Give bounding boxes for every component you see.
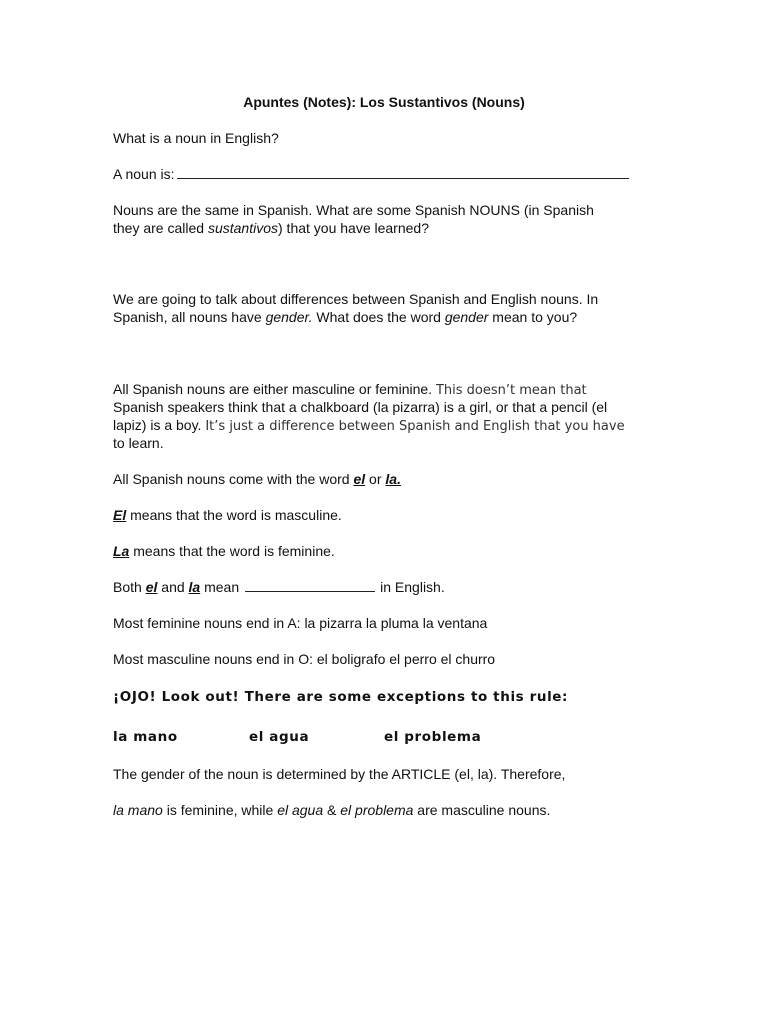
el-masculine-line bbox=[113, 506, 342, 524]
article-el: el bbox=[353, 471, 366, 487]
text-run: means that the word is masculine. bbox=[126, 507, 342, 523]
article-el: el bbox=[145, 579, 158, 595]
article-la: la. bbox=[385, 471, 401, 487]
both-mean-line bbox=[113, 578, 445, 596]
text-run: This doesn’t mean that bbox=[435, 383, 587, 398]
conclusion-line bbox=[113, 801, 550, 819]
all-nouns-line-3 bbox=[113, 416, 625, 436]
masculine-ending-line: Most masculine nouns end in O: el boligrafo el perro el churro bbox=[113, 651, 496, 667]
article-line bbox=[113, 470, 401, 488]
text-run: ) that you have learned? bbox=[278, 220, 429, 236]
text-run: What does the word bbox=[312, 309, 445, 325]
all-nouns-line-4: to learn. bbox=[113, 435, 164, 451]
exceptions-heading: ¡OJO! Look out! There are some exceptions to this rule: bbox=[113, 689, 569, 705]
example-term: el agua bbox=[277, 802, 324, 818]
all-nouns-line-1 bbox=[113, 380, 587, 400]
feminine-ending-line: Most feminine nouns end in A: la pizarra la pluma la ventana bbox=[113, 615, 488, 631]
gender-article-line: The gender of the noun is determined by the ARTICLE (el, la). Therefore, bbox=[113, 766, 566, 782]
nouns-same-line-1: Nouns are the same in Spanish. What are some Spanish NOUNS (in Spanish bbox=[113, 202, 594, 218]
text-run: Spanish, all nouns have bbox=[113, 309, 266, 325]
example-term: el problema bbox=[340, 802, 414, 818]
exception-item: el problema bbox=[384, 729, 482, 745]
text-run: and bbox=[157, 579, 189, 595]
text-run: in English. bbox=[380, 579, 445, 595]
text-run: lapiz) is a boy. bbox=[113, 417, 206, 433]
text-run: mean bbox=[200, 579, 240, 595]
text-run: means that the word is feminine. bbox=[129, 543, 335, 559]
text-run: It’s just a difference between Spanish and English that you have bbox=[205, 419, 625, 434]
exception-item: la mano bbox=[113, 729, 178, 745]
noun-definition-prompt bbox=[113, 165, 629, 183]
meaning-blank bbox=[245, 578, 375, 592]
text-run: Both bbox=[113, 579, 146, 595]
text-run: All Spanish nouns come with the word bbox=[113, 471, 354, 487]
la-feminine-line bbox=[113, 542, 335, 560]
text-run: mean to you? bbox=[488, 309, 578, 325]
gender-term: gender. bbox=[265, 309, 313, 325]
article-la: la bbox=[188, 579, 201, 595]
noun-definition-label: A noun is: bbox=[113, 166, 175, 182]
exception-item: el agua bbox=[249, 729, 310, 745]
noun-definition-blank bbox=[177, 165, 629, 179]
example-term: la mano bbox=[113, 802, 163, 818]
text-run: are masculine nouns. bbox=[413, 802, 551, 818]
question-noun-english: What is a noun in English? bbox=[113, 130, 279, 146]
gender-term: gender bbox=[444, 309, 489, 325]
nouns-same-line-2 bbox=[113, 219, 429, 237]
differences-line-1: We are going to talk about differences between Spanish and English nouns. In bbox=[113, 291, 599, 307]
differences-line-2 bbox=[113, 308, 577, 326]
article-el: El bbox=[113, 507, 127, 523]
exceptions-list bbox=[113, 728, 481, 746]
text-run: or bbox=[365, 471, 386, 487]
article-la: La bbox=[113, 543, 130, 559]
text-run: All Spanish nouns are either masculine or feminine. bbox=[113, 381, 436, 397]
sustantivos-term: sustantivos bbox=[207, 220, 278, 236]
text-run: is feminine, while bbox=[162, 802, 278, 818]
all-nouns-line-2: Spanish speakers think that a chalkboard (la pizarra) is a girl, or that a pencil (el bbox=[113, 399, 608, 415]
text-run: they are called bbox=[113, 220, 208, 236]
text-run: & bbox=[323, 802, 341, 818]
page-title: Apuntes (Notes): Los Sustantivos (Nouns) bbox=[243, 94, 525, 110]
